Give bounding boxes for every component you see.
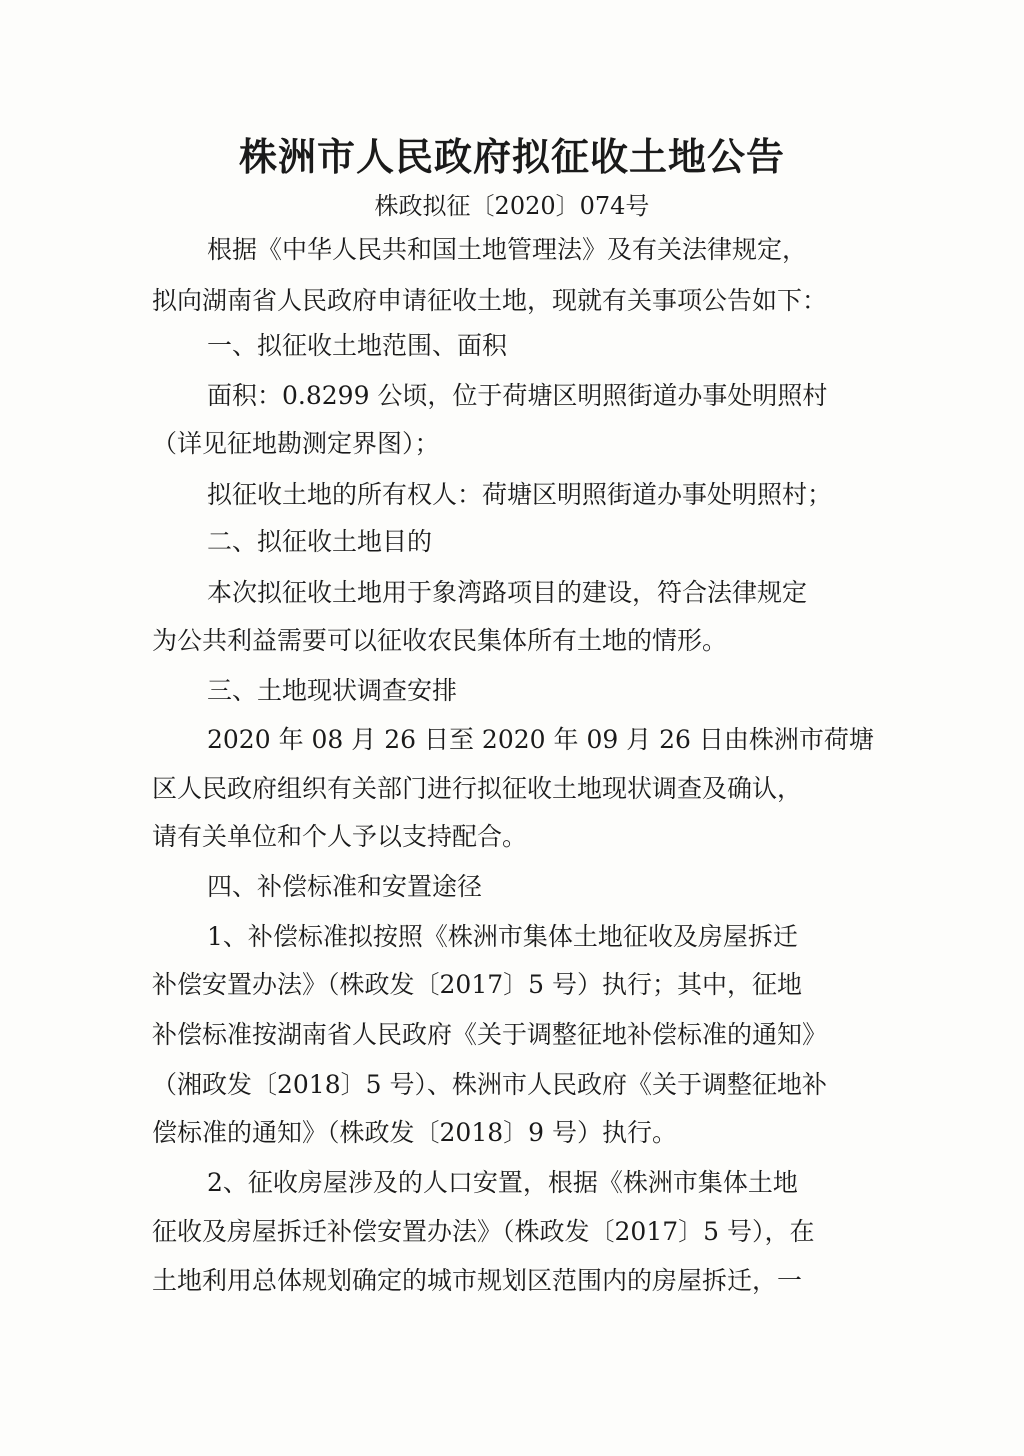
section-heading: 四、补偿标准和安置途径 [207,872,483,901]
paragraph-line: （详见征地勘测定界图）； [152,429,440,458]
document-title: 株洲市人民政府拟征收土地公告 [238,134,785,179]
paragraph-line: 2、征收房屋涉及的人口安置，根据《株洲市集体土地 [207,1168,798,1197]
section-heading: 一、拟征收土地范围、面积 [207,331,508,360]
paragraph-line: 区人民政府组织有关部门进行拟征收土地现状调查及确认， [152,774,803,803]
paragraph-line: 1、补偿标准拟按照《株洲市集体土地征收及房屋拆迁 [207,922,798,951]
paragraph-line: 根据《中华人民共和国土地管理法》及有关法律规定， [207,235,808,264]
section-heading: 二、拟征收土地目的 [207,527,433,556]
paragraph-line: 拟征收土地的所有权人：荷塘区明照街道办事处明照村； [207,480,833,509]
document-number: 株政拟征〔2020〕074号 [374,192,650,220]
paragraph-line: 拟向湖南省人民政府申请征收土地，现就有关事项公告如下： [152,286,828,315]
section-heading: 三、土地现状调查安排 [207,676,458,705]
paragraph-line: 面积：0.8299 公顷，位于荷塘区明照街道办事处明照村 [207,381,828,410]
paragraph-line: 为公共利益需要可以征收农民集体所有土地的情形。 [152,626,728,655]
paragraph-line: 偿标准的通知》（株政发〔2018〕9 号）执行。 [152,1118,677,1147]
paragraph-line: 补偿安置办法》（株政发〔2017〕5 号）执行；其中，征地 [152,970,802,999]
paragraph-line: 2020 年 08 月 26 日至 2020 年 09 月 26 日由株洲市荷塘 [207,725,874,754]
paragraph-line: 征收及房屋拆迁补偿安置办法》（株政发〔2017〕5 号），在 [152,1217,815,1246]
paragraph-line: （湘政发〔2018〕5 号）、株洲市人民政府《关于调整征地补 [152,1070,827,1099]
paragraph-line: 补偿标准按湖南省人民政府《关于调整征地补偿标准的通知》 [152,1020,828,1049]
paragraph-line: 请有关单位和个人予以支持配合。 [152,822,528,851]
paragraph-line: 本次拟征收土地用于象湾路项目的建设，符合法律规定 [207,578,808,607]
paragraph-line: 土地利用总体规划确定的城市规划区范围内的房屋拆迁，一 [152,1266,803,1295]
